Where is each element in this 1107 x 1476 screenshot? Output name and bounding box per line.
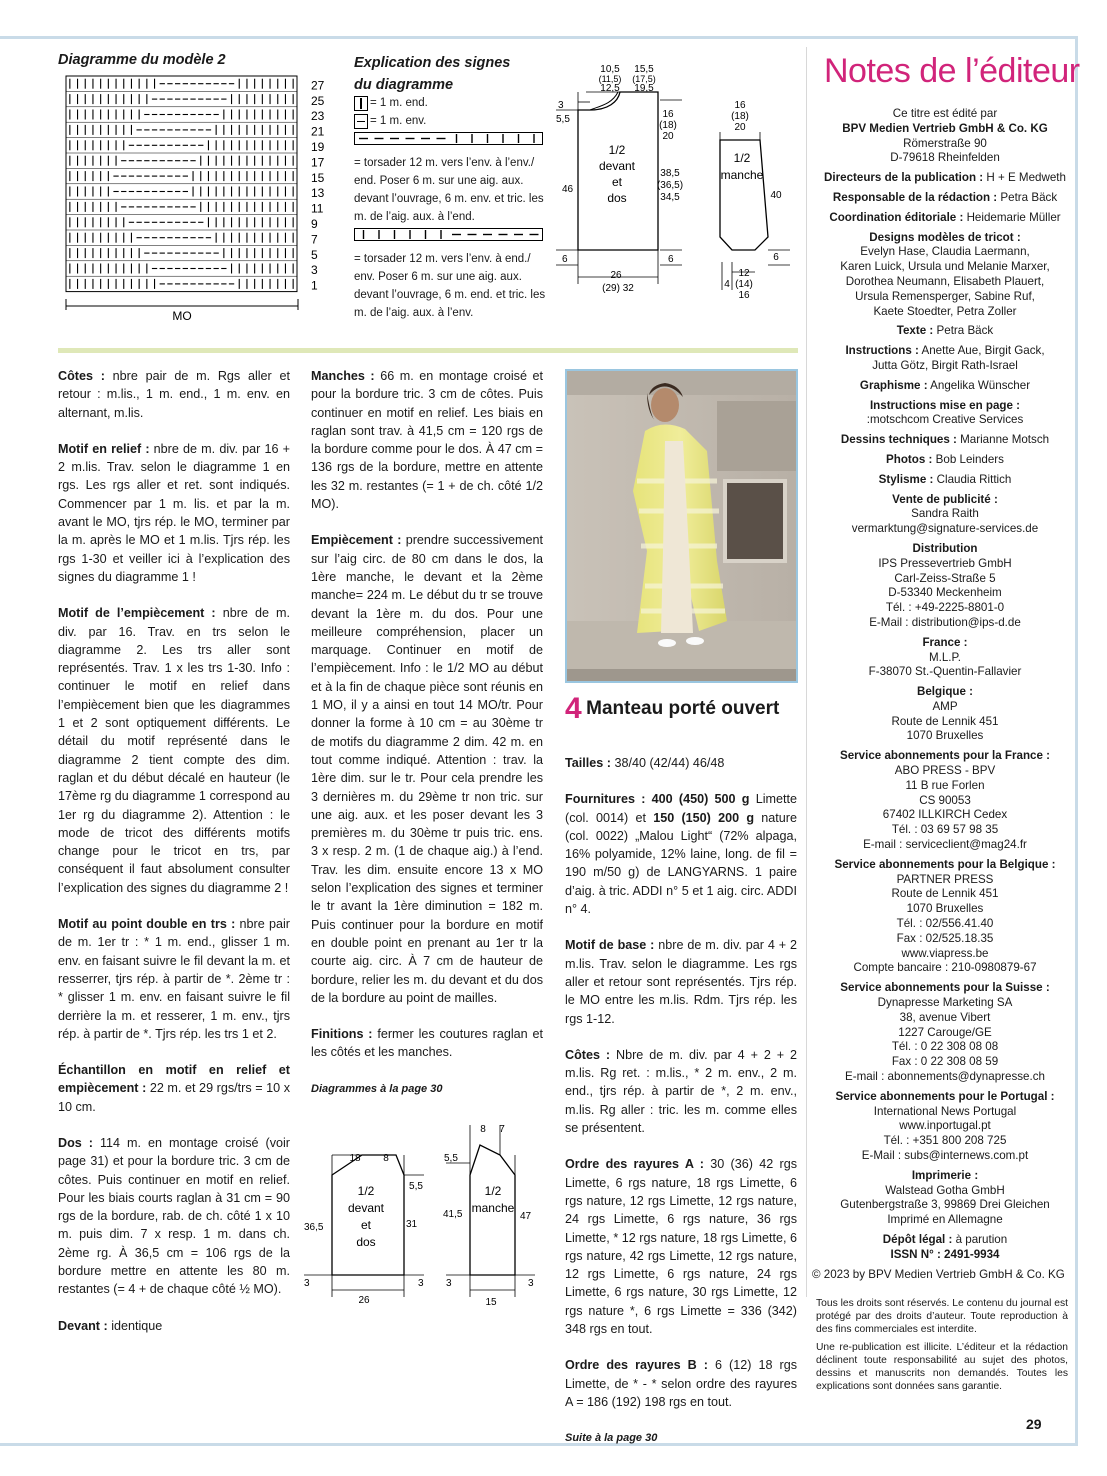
svg-text:16: 16 <box>738 290 750 301</box>
row-number: 11 <box>311 201 324 216</box>
svg-text:47: 47 <box>520 1211 532 1222</box>
legend-line: end. Poser 6 m. sur une aig. aux. <box>354 175 524 187</box>
svg-text:(36,5): (36,5) <box>656 180 684 191</box>
credit-line: International News Portugal <box>873 1104 1017 1118</box>
credit-line: E-Mail : subs@internews.com.pt <box>861 1149 1029 1162</box>
svg-text:26: 26 <box>358 1295 370 1306</box>
legend-line: devant l’ouvrage, 6 m. env. et tric. les <box>354 193 544 205</box>
credit-line: Kaete Stoedter, Petra Zoller <box>873 304 1017 318</box>
svg-text:(18): (18) <box>659 120 677 131</box>
svg-text:6: 6 <box>668 254 674 265</box>
legend-item-cable-1 <box>354 154 549 226</box>
schematic-top <box>550 62 800 307</box>
cable-knit-purl-icon <box>354 226 544 244</box>
svg-text:6: 6 <box>562 254 568 265</box>
svg-text:31: 31 <box>406 1219 418 1230</box>
credit-line: Gutenbergstraße 3, 99869 Drei Gleichen <box>840 1198 1050 1212</box>
credit-line: Carl-Zeiss-Straße 5 <box>894 571 996 585</box>
para-dos: Dos : 114 m. en montage croisé (voir page 31) et pour la bordure tric. 3 cm de côtes. Puis continuer en motif en relief. Pour les biais courts raglan à 31 cm = 90 rgs de la bordure, rab. de ch. côté 1 x 10 m. puis dim. 7 x resp. 1 m. dans ch. 2ème rg. À 36,5 cm = 106 rgs de la bordure mettre en attente les 80 m. restantes (= 4 + de chaque côté ½ MO). <box>58 1135 291 1297</box>
para-point-double: Motif au point double en trs : nbre pair de m. 1er tr : * 1 m. end., glisser 1 m. env. en faisant suivre le fil devant la m. et resserrer, tjrs rép. à partir de *. 2ème tr : * glisser 1 m. env. en faisant suivre le fil derrière la m. et resserer, 1 m. env., tjrs rép. à partir de *. Tjrs rép. les trs 1 et 2. <box>58 917 290 1041</box>
svg-text:(29) 32: (29) 32 <box>602 283 634 294</box>
legend-item-cable-2 <box>354 250 549 322</box>
legend-item-knit: = 1 m. end. <box>354 94 549 112</box>
svg-text:18: 18 <box>349 1153 361 1164</box>
para-empiecement-motif: Motif de l’empiècement : nbre de m. div. par 16. Trav. en trs selon le diagramme 2. Les trs aller sont représentés. Trav. 1 x les trs 1-30. Info : continuer le motif en relief dans l’empiècement bien que les diagrammes 1 et 2 sont optiquement différents. Le détail du motif représenté dans le diagramme 2 tient compte des dim. raglan et du début décalé en hauteur (le 17ème rg du diagramme 1 correspond au 1er rg du diagramme 2). Attention : le mode de tricot des différents motifs change pour le tricot en trs, par conséquent il faut absolument consulter l’explication des signes du diagramme 2 ! <box>58 606 291 895</box>
svg-text:3: 3 <box>418 1278 424 1289</box>
svg-text:devant: devant <box>598 159 636 173</box>
credit-line: www.inportugal.pt <box>899 1119 991 1133</box>
para-devant: Devant : identique <box>58 1318 163 1333</box>
credit-line: 67402 ILLKIRCH Cedex <box>882 808 1008 822</box>
credit-line: Tél. : +351 800 208 725 <box>883 1134 1007 1148</box>
credit-line: E-Mail : distribution@ips-d.de <box>869 615 1021 629</box>
credit-line: 11 B rue Forlen <box>905 778 985 792</box>
para-fournitures: Fournitures : 400 (450) 500 g Limette (col. 0014) et 150 (150) 200 g nature (col. 0022) „Malou Light“ (72% alpaga, 16% polyamide, 12% laine, long. de fil = 190 m/50 g) de LANGYARNS. 1 paire d’aig. à tric. ADDI n° 5 et 1 aig. circ. ADDI n° 4. <box>565 792 797 917</box>
credit-line: E-mail : serviceclient@mag24.fr <box>863 838 1027 852</box>
credit-line: Compte bancaire : 210-0980879-67 <box>853 961 1037 975</box>
credit-line: Evelyn Hase, Claudia Laermann, <box>860 245 1030 259</box>
cable-purl-knit-icon <box>354 130 544 148</box>
credit-line: www.viapress.be <box>901 946 989 960</box>
legend-item-purl: = 1 m. env. <box>354 112 549 130</box>
credit-line: Fax : 0 22 308 08 59 <box>891 1055 999 1069</box>
svg-text:(17,5): (17,5) <box>632 74 656 84</box>
schematic-bottom <box>300 1115 550 1315</box>
pattern-title: Manteau porté ouvert <box>586 698 780 719</box>
row-number: 17 <box>311 155 325 170</box>
credit-line: F-38070 St.-Quentin-Fallavier <box>868 665 1022 679</box>
section-separator <box>58 348 798 353</box>
svg-text:12: 12 <box>738 268 750 279</box>
svg-text:8: 8 <box>383 1153 389 1164</box>
credit-line: 1070 Bruxelles <box>906 729 984 743</box>
svg-text:et: et <box>360 1218 372 1232</box>
coat-photo-illustration <box>567 371 796 681</box>
model-photo <box>565 369 798 683</box>
svg-text:15: 15 <box>485 1297 497 1308</box>
legend-line: m. de l’aig. aux. à l’env. <box>354 307 474 319</box>
svg-text:dos: dos <box>607 191 627 205</box>
row-number: 5 <box>311 247 318 262</box>
svg-text:46: 46 <box>562 184 574 195</box>
svg-text:34,5: 34,5 <box>660 192 680 203</box>
svg-text:(11,5): (11,5) <box>598 74 622 84</box>
svg-text:3: 3 <box>446 1278 452 1289</box>
svg-text:1/2: 1/2 <box>357 1184 375 1198</box>
legend-line: = torsader 12 m. vers l’env. à l’env./ <box>354 157 535 169</box>
row-number: 15 <box>311 170 325 185</box>
row-number: 3 <box>311 263 318 278</box>
svg-text:15,5: 15,5 <box>634 64 654 75</box>
credit-line: Route de Lennik 451 <box>891 714 999 728</box>
credit-line: Ursula Remensperger, Sabine Ruf, <box>855 289 1035 303</box>
column-2 <box>311 367 543 1116</box>
credit-line: Imprimé en Allemagne <box>887 1213 1003 1227</box>
notes-title: Notes de l’éditeur <box>824 52 1080 90</box>
rights-notice: Tous les droits sont réservés. Le contenu du journal est protégé par des droits d’auteur. Toute reproduction à des fins commerciales est interdite. Une re-publication est illicite. L’éditeur et la rédaction déclinent toute responsabilité au sujet des photos, dessins et manuscrits non demandés. Toutes les explications sont données sans garantie. <box>816 1298 1068 1392</box>
credit-line: Dynapresse Marketing SA <box>877 996 1013 1010</box>
para-tailles: Tailles : 38/40 (42/44) 46/48 <box>565 756 725 770</box>
credit-line: Fax : 02/525.18.35 <box>896 931 994 945</box>
knitting-diagram <box>58 74 348 326</box>
page-frame-left <box>0 36 43 1446</box>
base-label: MO <box>172 309 192 323</box>
para-rayures-b: Ordre des rayures B : 6 (12) 18 rgs Limette, de * - * selon ordre des rayures A = 186 (192) 198 rgs en tout. <box>565 1358 798 1409</box>
credit-line: Tél. : 0 22 308 08 08 <box>891 1040 999 1054</box>
svg-text:36,5: 36,5 <box>304 1222 324 1233</box>
legend-line: env. Poser 6 m. sur une aig. aux. <box>354 271 522 283</box>
diagram-reference: Diagrammes à la page 30 <box>311 1082 443 1095</box>
legend-line: = torsader 12 m. vers l’env. à end./ <box>354 253 531 265</box>
para-cotes: Côtes : nbre pair de m. Rgs aller et retour : m.lis., 1 m. end., 1 m. env. en alternant, m.lis. <box>58 369 290 420</box>
svg-text:38,5: 38,5 <box>660 168 680 179</box>
continued-reference: Suite à la page 30 <box>565 1432 658 1445</box>
row-number: 25 <box>311 93 325 108</box>
svg-text:1/2: 1/2 <box>733 151 751 165</box>
credit-line: PARTNER PRESS <box>896 872 994 886</box>
svg-text:26: 26 <box>610 270 622 281</box>
svg-text:1/2: 1/2 <box>608 143 626 157</box>
row-number: 27 <box>311 78 325 93</box>
svg-text:dos: dos <box>356 1235 376 1249</box>
legend-line: devant l’ouvrage, 6 m. end. et tric. les <box>354 289 546 301</box>
para-cotes-3: Côtes : Nbre de m. div. par 4 + 2 + 2 m.lis. Rg ret. : m.lis., * 2 m. env., 2 m. end., tjrs rép. à partir de *, 2 m. env., m.lis. Rg aller : tric. les m. comme elles se présentent. <box>565 1047 798 1136</box>
knit-stitch-icon <box>354 96 368 111</box>
pattern-heading <box>565 692 779 726</box>
svg-text:19,5: 19,5 <box>634 83 654 94</box>
svg-text:5,5: 5,5 <box>444 1153 458 1164</box>
credit-line: 38, avenue Vibert <box>899 1010 991 1024</box>
svg-text:3: 3 <box>558 100 564 111</box>
svg-text:40: 40 <box>770 190 782 201</box>
credit-line: Tél. : 03 69 57 98 35 <box>891 823 999 837</box>
svg-text:16: 16 <box>734 100 746 111</box>
column-1 <box>58 367 290 1353</box>
svg-text:12,5: 12,5 <box>600 83 620 94</box>
svg-text:manche: manche <box>720 168 764 182</box>
row-number: 9 <box>311 217 318 231</box>
legend-line: m. de l’aig. aux. à l’end. <box>354 211 475 223</box>
para-finitions: Finitions : fermer les coutures raglan et les côtés et les manches. <box>311 1027 543 1060</box>
svg-text:devant: devant <box>347 1201 385 1215</box>
svg-text:manche: manche <box>471 1201 515 1215</box>
svg-text:7: 7 <box>499 1124 505 1135</box>
svg-text:20: 20 <box>734 122 746 133</box>
legend-title-line2: du diagramme <box>354 77 454 93</box>
credit-line: Sandra Raith <box>911 507 979 521</box>
bottom-front-outline <box>332 1155 404 1275</box>
credit-line: M.L.P. <box>928 650 961 664</box>
credit-line: 1227 Carouge/GE <box>898 1025 992 1039</box>
row-number: 21 <box>311 124 325 139</box>
row-number: 19 <box>311 140 325 154</box>
svg-text:6: 6 <box>773 252 779 263</box>
svg-text:(18): (18) <box>731 111 749 122</box>
svg-text:1/2: 1/2 <box>484 1184 502 1198</box>
column-3 <box>565 754 797 1466</box>
para-echantillon: Échantillon en motif en relief et empiècement : 22 m. et 29 rgs/trs = 10 x 10 cm. <box>58 1063 290 1114</box>
svg-text:8: 8 <box>480 1124 486 1135</box>
diagram-row-numbers <box>311 78 325 292</box>
pattern-number: 4 <box>565 692 582 725</box>
svg-text:10,5: 10,5 <box>600 64 620 75</box>
credit-line: IPS Pressevertrieb GmbH <box>878 556 1012 570</box>
diagram-title: Diagramme du modèle 2 <box>58 52 226 68</box>
credit-line: ABO PRESS - BPV <box>894 764 996 778</box>
para-empiecement: Empiècement : prendre successivement sur l’aig circ. de 80 cm dans le dos, la 1ère manche, le devant et la 2ème manche= 224 m. Le début du tr se trouve devant la 1ère m. du dos. Pour une meilleure compréhension, placer un marquage. Continuer en motif de l’empiècement. Info : le 1/2 MO au début et à la fin de chaque pièce sont réunis en 1 MO, il y a ainsi en tout 14 MO/tr. Pour donner la forme à 10 cm = au 30ème tr de motifs du diagramme 2 dim. 42 m. en tout comme indiqué. Attention : trav. la 1ère dim. sur le tr. Pour cela prendre les 3 dernières m. du 29ème tr non tric. sur une aig. aux. et les poser devant les 3 premières m. du 30ème tr puis tric. ens. 3 x resp. 2 m. (1 de chaque aig.) à l’end. Trav. les dim. ensuite encore 13 x MO selon l’explication des signes et terminer le tr avant la 1ère diminution = 182 m. Puis continuer pour la bordure en motif en double point en prenant au 1er tr la courte aig. circ. À 7 cm de hauteur de bordure, relier les m. du devant et du dos de la bordure au point de mailles. <box>311 533 544 1005</box>
credit-line: Walstead Gotha GmbH <box>885 1183 1005 1197</box>
para-manches: Manches : 66 m. en montage croisé et pour la bordure tric. 3 cm de côtes. Puis continuer en motif en relief. Les biais en raglan sont trav. à 41,5 cm = 120 rgs de la bordure comme pour le dos. À 47 cm = 136 rgs de la bordure, mettre en attente les 32 m. restantes (= 1 + de ch. côté 1/2 MO). <box>311 369 544 512</box>
svg-text:3: 3 <box>304 1278 310 1289</box>
page-number: 29 <box>1026 1416 1042 1432</box>
diagram-grid <box>66 76 297 292</box>
credit-line: Dorothea Neumann, Elisabeth Plauert, <box>845 274 1045 288</box>
credit-line: 1070 Bruxelles <box>906 902 984 916</box>
credit-line: AMP <box>932 699 958 713</box>
legend-list <box>354 94 549 322</box>
svg-text:20: 20 <box>662 131 674 142</box>
credit-line: Karen Luick, Ursula und Melanie Marxer, <box>840 260 1050 274</box>
credit-line: Tél. : 02/556.41.40 <box>896 917 994 931</box>
svg-text:5,5: 5,5 <box>409 1181 423 1192</box>
credit-line: D-53340 Meckenheim <box>888 586 1002 600</box>
para-relief: Motif en relief : nbre de m. div. par 16 + 2 m.lis. Trav. selon le diagramme 1 en rgs. Les rgs aller et ret. sont indiqués. Commencer par 1 m. lis. et par la m. avant le MO, tjrs rép. le MO, terminer par la m. après le MO et 1 m.lis. Tjrs rép. les rgs 1-30 et veiller ici à l’explication des signes du diagramme 1 ! <box>58 441 290 584</box>
svg-text:3: 3 <box>528 1278 534 1289</box>
svg-text:41,5: 41,5 <box>443 1209 463 1220</box>
column-separator <box>806 47 807 1297</box>
svg-text:(14): (14) <box>735 279 753 290</box>
purl-stitch-icon <box>354 114 368 129</box>
row-number: 13 <box>311 186 325 201</box>
svg-text:et: et <box>611 175 623 189</box>
para-motif-base: Motif de base : nbre de m. div. par 4 + 2 m.lis. Trav. selon le diagramme. Les rgs aller et retour sont représentés. Tjrs rép. le MO entre les m.lis. Rdm. Tjrs rép. les rgs 1-12. <box>565 938 797 1026</box>
editor-credits: Ce titre est édité par BPV Medien Vertrieb GmbH & Co. KG Römerstraße 90 D-79618 Rheinfelden Directeurs de la publication : H + E Medweth Responsable de la rédaction : Petra Bäck Coordination éditoriale : Heidemarie Müller Designs modèles de tricot : Evelyn Hase, Claudia Laermann, Karen Luick, Ursula und Melanie Marxer, Dorothea Neumann, Elisabeth Plauert, Ursula Remensperger, Sabine Ruf, Kaete Stoedter, Petra Zoller Texte : Petra Bäck Instructions : Anette Aue, Birgit Gack, Jutta Götz, Birgit Rath-Israel Graphisme : Angelika Wünscher Instructions mise en page : :motschcom Creative Services Dessins techniques : Marianne Motsch Photos : Bob Leinders Stylisme : Claudia Rittich Vente de publicité : Sandra Raith vermarktung@signature-services.de Distribution IPS Pressevertrieb GmbH Carl-Zeiss-Straße 5 D-53340 Meckenheim Tél. : +49-2225-8801-0 E-Mail : distribution@ips-d.de France : M.L.P. F-38070 St.-Quentin-Fallavier Belgique : AMP Route de Lennik 451 1070 Bruxelles Service abonnements pour la France : ABO PRESS - BPV 11 B rue Forlen CS 90053 67402 ILLKIRCH Cedex Tél. : 03 69 57 98 35 E-mail : serviceclient@mag24.fr Service abonnements pour la Belgique : PARTNER PRESS Route de Lennik 451 1070 Bruxelles Tél. : 02/556.41.40 Fax : 02/525.18.35 www.viapress.be Compte bancaire : 210-0980879-67 Service abonnements pour la Suisse : Dynapresse Marketing SA 38, avenue Vibert 1227 Carouge/GE Tél. : 0 22 308 08 08 Fax : 0 22 308 08 59 E-mail : abonnements@dynapresse.ch Service abonnements pour le Portugal : International News Portugal www.inportugal.pt Tél. : +351 800 208 725 E-Mail : subs@internews.com.pt Imprimerie : Walstead Gotha GmbH Gutenbergstraße 3, 99869 Drei Gleichen Imprimé en Allemagne Dépôt légal : à parution ISSN N° : 2491-9934 © 2023 by BPV Medien Vertrieb GmbH & Co. KG <box>812 107 1078 1282</box>
row-number: 1 <box>311 278 318 293</box>
credit-line: E-mail : abonnements@dynapresse.ch <box>845 1070 1045 1084</box>
credit-line: Route de Lennik 451 <box>891 887 999 901</box>
credit-line: Tél. : +49-2225-8801-0 <box>885 601 1005 615</box>
row-number: 23 <box>311 109 325 124</box>
row-number: 7 <box>311 232 318 247</box>
legend-title <box>354 52 510 96</box>
svg-text:5,5: 5,5 <box>556 114 570 125</box>
svg-text:16: 16 <box>662 109 674 120</box>
credit-line: vermarktung@signature-services.de <box>851 522 1039 536</box>
legend-title-line1: Explication des signes <box>354 55 511 71</box>
svg-text:4: 4 <box>724 279 730 290</box>
credit-line: CS 90053 <box>919 793 971 807</box>
para-rayures-a: Ordre des rayures A : 30 (36) 42 rgs Limette, 6 rgs nature, 18 rgs Limette, 6 rgs nature, 12 rgs Limette, 12 rgs nature, 24 rgs Limette, 6 rgs nature, 36 rgs Limette, * 12 rgs nature, 18 rgs Limette, 6 rgs nature, 42 rgs Limette, 12 rgs nature, 12 rgs Limette, 6 rgs nature, 24 rgs Limette, 6 rgs nature, 30 rgs Limette, 12 rgs nature *, 6 rgs Limette = 336 (342) 348 rgs en tout. <box>565 1157 798 1337</box>
